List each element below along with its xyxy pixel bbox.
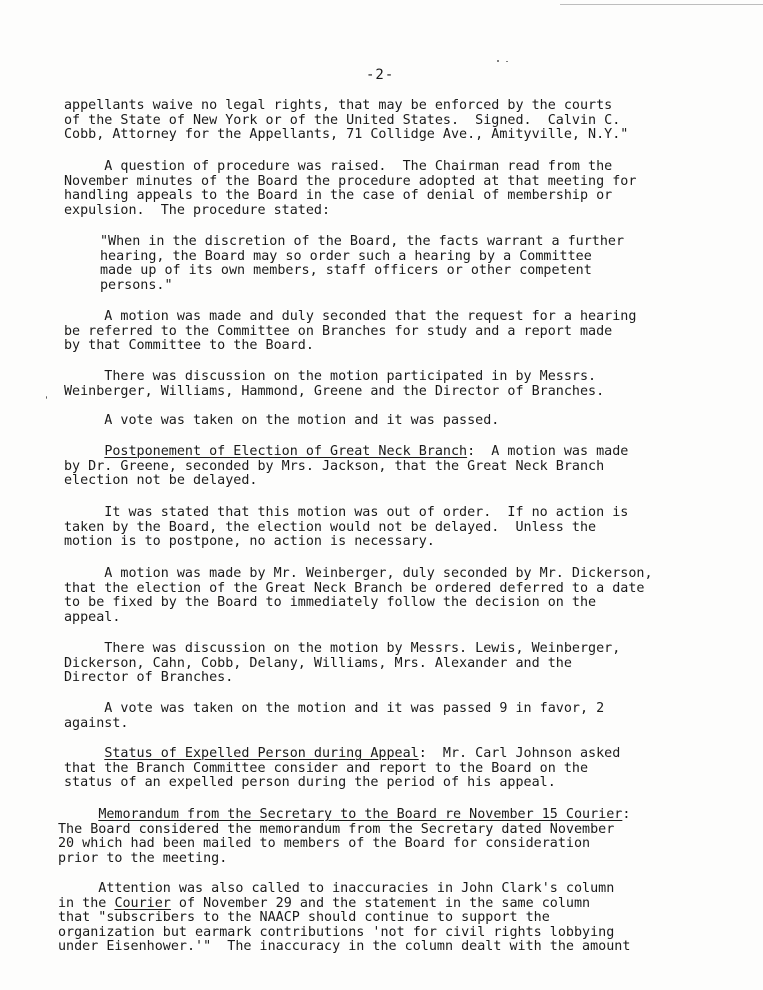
- paragraph-vote-1: A vote was taken on the motion and it was passed.: [64, 413, 500, 428]
- paragraph-procedure-quote: "When in the discretion of the Board, the facts warrant a further hearing, the Board may so order such a hearing by a Committee made up of its own members, staff officers or other competent persons.": [100, 234, 625, 293]
- paragraph-great-neck-postponement: Postponement of Election of Great Neck Branch: A motion was made by Dr. Greene, seconded by Mrs. Jackson, that the Great Neck Branch election not be delayed.: [64, 444, 629, 489]
- paragraph-out-of-order: It was stated that this motion was out of order. If no action is taken by the Board, the election would not be delayed. Unless the motion is to postpone, no action is necessary.: [64, 505, 629, 550]
- scan-speck: [506, 61, 508, 62]
- section-heading-great-neck: Postponement of Election of Great Neck Branch: [104, 444, 468, 459]
- paragraph-procedure-question: A question of procedure was raised. The Chairman read from the November minutes of the Board the procedure adopted at that meeting for handling appeals to the Board in the case of denial of membership or expulsion. The procedure stated:: [64, 159, 637, 218]
- paragraph-appeal-text: appellants waive no legal rights, that may be enforced by the courts of the State of New York or of the United States. Signed. Calvin C. Cobb, Attorney for the Appellants, 71 Collidge Ave., Amityville, N.Y.": [64, 98, 629, 143]
- scan-speck: [46, 396, 47, 399]
- paragraph-john-clark-column: Attention was also called to inaccuracies in John Clark's column in the Courier of November 29 and the statement in the same column that "subscribers to the NAACP should continue to support the organization but earmark contributions 'not for civil rights lobbying under Eisenhower.'" The inaccuracy in the column dealt with the amount: [58, 881, 631, 955]
- courier-title: Courier: [114, 895, 171, 911]
- paragraph-discussion-1: There was discussion on the motion participated in by Messrs. Weinberger, Williams, Hammond, Greene and the Director of Branches.: [64, 369, 605, 399]
- paragraph-discussion-2: There was discussion on the motion by Messrs. Lewis, Weinberger, Dickerson, Cahn, Cobb, Delany, Williams, Mrs. Alexander and the Director of Branches.: [64, 641, 621, 686]
- paragraph-memorandum-courier: Memorandum from the Secretary to the Board re November 15 Courier: The Board considered the memorandum from the Secretary dated November 20 which had been mailed to members of the Board for consideration prior to the meeting.: [58, 807, 631, 866]
- paragraph-motion-weinberger: A motion was made by Mr. Weinberger, duly seconded by Mr. Dickerson, that the election of the Great Neck Branch be ordered deferred to a date to be fixed by the Board to immediately follow the decision on the appeal.: [64, 566, 653, 625]
- page-number: -2-: [366, 67, 395, 83]
- paragraph-motion-committee: A motion was made and duly seconded that the request for a hearing be referred to the Committee on Branches for study and a report made by that Committee to the Board.: [64, 309, 637, 354]
- scan-edge-line: [560, 4, 763, 5]
- scan-speck: [497, 60, 499, 62]
- paragraph-vote-2: A vote was taken on the motion and it was passed 9 in favor, 2 against.: [64, 701, 605, 731]
- paragraph-expelled-status: Status of Expelled Person during Appeal: Mr. Carl Johnson asked that the Branch Committee consider and report to the Board on the status of an expelled person during the period of his appeal.: [64, 746, 621, 791]
- section-heading-memorandum: Memorandum from the Secretary to the Board re November 15 Courier: [98, 807, 623, 822]
- section-heading-expelled-person: Status of Expelled Person during Appeal: [104, 746, 419, 761]
